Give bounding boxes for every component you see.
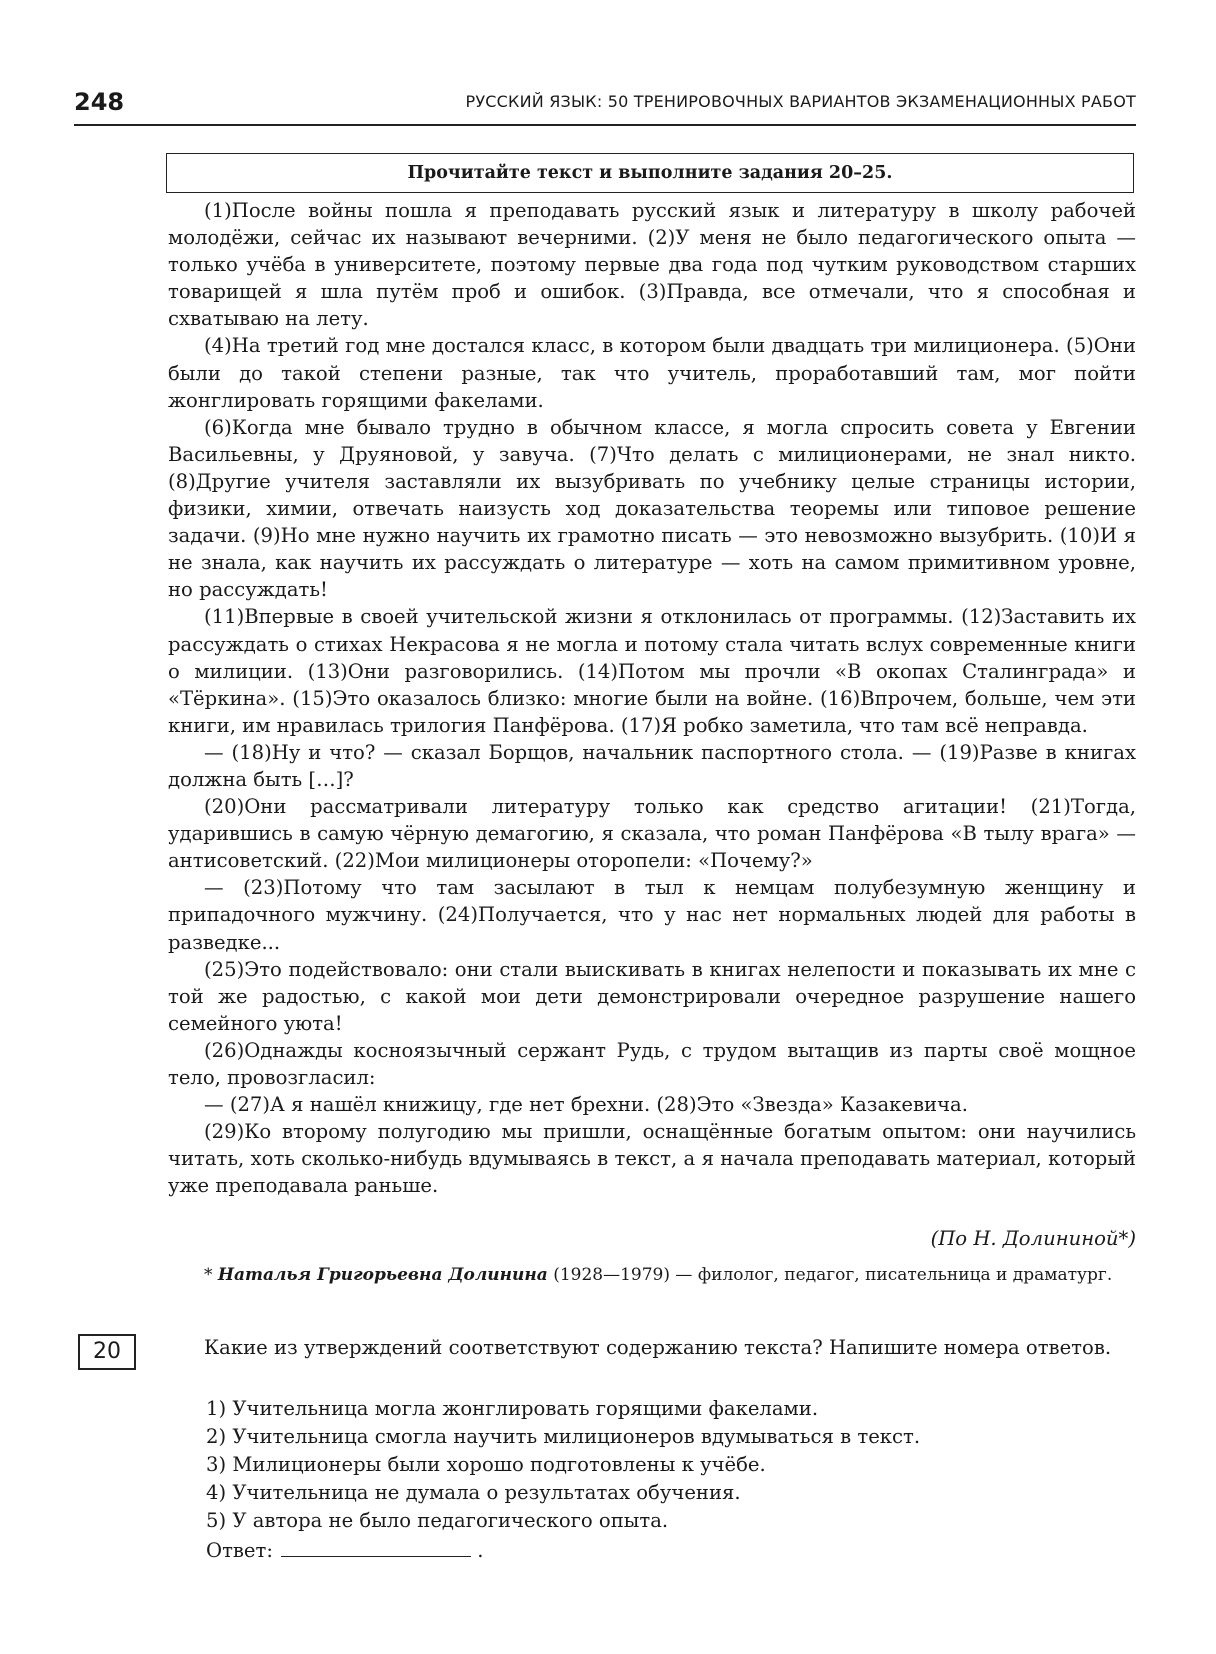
- text-body: [168, 197, 1136, 1199]
- source-attribution: (По Н. Долининой*): [930, 1227, 1136, 1250]
- paragraph: (4)На третий год мне достался класс, в котором были двадцать три милиционера. (5)Они были до такой степени разные, так что учитель, проработавший там, мог пойти жонглировать горящими факелами.: [168, 334, 1136, 412]
- paragraph: (1)После войны пошла я преподавать русский язык и литературу в школу рабочей молодёжи, сейчас их называют вечерними. (2)У меня не было педагогического опыта — только учёба в университете, поэтому первые два года под чутким руководством старших товарищей я шла путём проб и ошибок. (3)Правда, все отмечали, что я способная и схватываю на лету.: [168, 199, 1136, 331]
- answer-end-dot: .: [477, 1539, 484, 1562]
- task-question: Какие из утверждений соответствуют содержанию текста? Напишите номера ответов.: [204, 1336, 1112, 1359]
- paragraph: (25)Это подействовало: они стали выискивать в книгах нелепости и показывать их мне с той же радостью, с какой мои дети демонстрировали очередное разрушение нашего семейного уюта!: [168, 957, 1136, 1035]
- running-title: РУССКИЙ ЯЗЫК: 50 ТРЕНИРОВОЧНЫХ ВАРИАНТОВ ЭКЗАМЕНАЦИОННЫХ РАБОТ: [465, 92, 1136, 111]
- answer-row: [206, 1537, 483, 1565]
- footnote-marker: *: [204, 1265, 218, 1285]
- page-header: [74, 84, 1136, 126]
- answer-option: 1) Учительница могла жонглировать горящими факелами.: [206, 1397, 819, 1420]
- answer-option: 5) У автора не было педагогического опыта.: [206, 1509, 669, 1532]
- paragraph: — (27)А я нашёл книжицу, где нет брехни. (28)Это «Звезда» Казакевича.: [204, 1093, 968, 1117]
- paragraph: (20)Они рассматривали литературу только как средство агитации! (21)Тогда, ударившись в самую чёрную демагогию, я сказала, что роман Панфёрова «В тылу врага» — антисоветский. (22)Мои милиционеры оторопели: «Почему?»: [168, 795, 1136, 873]
- paragraph: — (23)Потому что там засылают в тыл к немцам полубезумную женщину и припадочного мужчину. (24)Получается, что у нас нет нормальных людей для работы в разведке...: [168, 876, 1136, 954]
- answer-option: 2) Учительница смогла научить милиционеров вдумываться в текст.: [206, 1425, 921, 1448]
- footnote: [168, 1262, 1136, 1289]
- footnote-author-name: Наталья Григорьевна Долинина: [217, 1265, 548, 1285]
- paragraph: — (18)Ну и что? — сказал Борщов, начальник паспортного стола. — (19)Разве в книгах должна быть […]?: [168, 740, 1136, 791]
- task-number-box: 20: [78, 1334, 136, 1370]
- footnote-text: (1928—1979) — филолог, педагог, писательница и драматург.: [547, 1265, 1113, 1285]
- paragraph: (6)Когда мне бывало трудно в обычном классе, я могла спросить совета у Евгении Васильевны, у Друяновой, у завуча. (7)Что делать с милиционерами, не знал никто. (8)Другие учителя заставляли их вызубривать по учебнику целые страницы истории, физики, химии, отвечать наизусть ход доказательства теоремы или типовое решение задачи. (9)Но мне нужно научить их грамотно писать — это невозможно вызубрить. (10)И я не знала, как научить их рассуждать о литературе — хоть на самом примитивном уровне, но рассуждать!: [168, 415, 1136, 602]
- answer-label: Ответ:: [206, 1539, 273, 1562]
- paragraph: (26)Однажды косноязычный сержант Рудь, с трудом вытащив из парты своё мощное тело, провозгласил:: [168, 1038, 1136, 1089]
- instruction-box: Прочитайте текст и выполните задания 20–25.: [166, 153, 1134, 193]
- paragraph: (29)Ко второму полугодию мы пришли, оснащённые богатым опытом: они научились читать, хоть сколько-нибудь вдумываясь в текст, а я начала преподавать материал, который уже преподавала раньше.: [168, 1120, 1136, 1198]
- answer-option: 3) Милиционеры были хорошо подготовлены к учёбе.: [206, 1453, 766, 1476]
- page-number: 248: [74, 88, 125, 116]
- paragraph: (11)Впервые в своей учительской жизни я отклонилась от программы. (12)Заставить их рассуждать о стихах Некрасова я не могла и потому стала читать вслух современные книги о милиции. (13)Они разговорились. (14)Потом мы прочли «В окопах Сталинграда» и «Тёркина». (15)Это оказалось близко: многие были на войне. (16)Впрочем, больше, чем эти книги, им нравилась трилогия Панфёрова. (17)Я робко заметила, что там всё неправда.: [168, 605, 1136, 737]
- answer-options: [206, 1395, 1136, 1535]
- answer-option: 4) Учительница не думала о результатах обучения.: [206, 1481, 741, 1504]
- answer-field[interactable]: [281, 1538, 471, 1557]
